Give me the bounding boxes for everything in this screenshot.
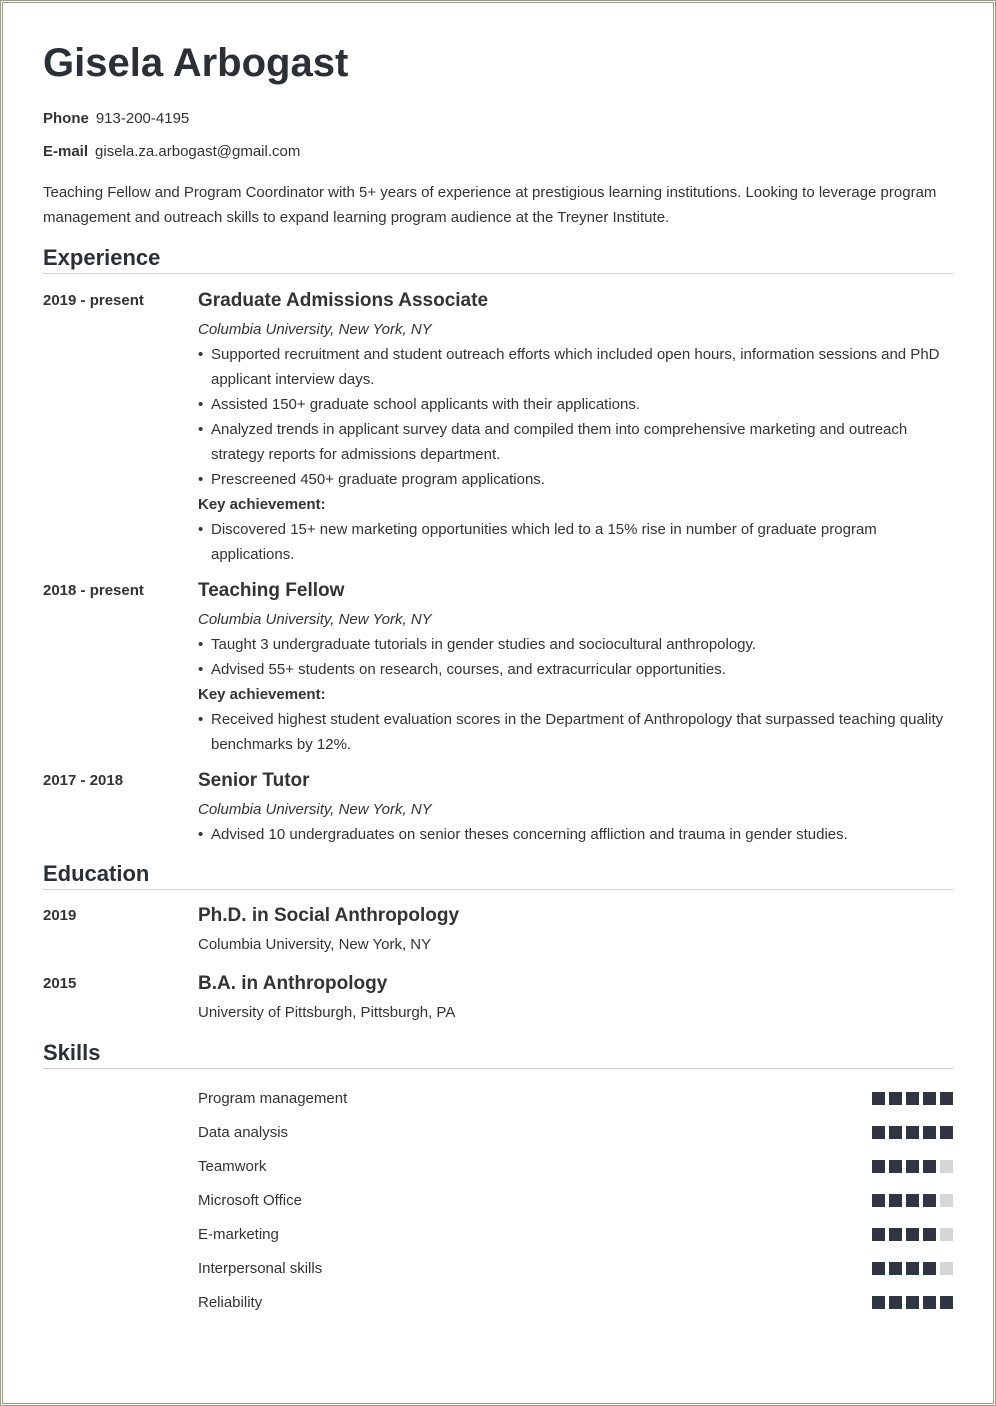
job-bullet: • Analyzed trends in applicant survey data and compiled them into comprehensive marketing and outreach strategy reports for admissions department.: [198, 417, 953, 467]
job-bullet: • Advised 55+ students on research, courses, and extracurricular opportunities.: [198, 657, 953, 682]
job-bullets: [198, 342, 953, 492]
skill-level-filled: [906, 1228, 919, 1241]
skill-level-filled: [923, 1092, 936, 1105]
experience-date: 2019 - present: [43, 292, 144, 309]
skill-level-meter: [872, 1126, 953, 1139]
skill-level-filled: [889, 1228, 902, 1241]
job-title: Teaching Fellow: [198, 580, 345, 601]
job-bullet: • Supported recruitment and student outreach efforts which included open hours, information sessions and PhD applicant interview days.: [198, 342, 953, 392]
skill-level-filled: [923, 1262, 936, 1275]
job-organization: Columbia University, New York, NY: [198, 801, 432, 818]
skill-row: [43, 1115, 953, 1149]
skill-level-filled: [940, 1296, 953, 1309]
skill-name: Interpersonal skills: [198, 1259, 323, 1277]
experience-date: 2017 - 2018: [43, 772, 124, 789]
skill-row: [43, 1217, 953, 1251]
skill-row: [43, 1081, 953, 1115]
school-name: Columbia University, New York, NY: [198, 936, 432, 953]
skill-level-empty: [940, 1160, 953, 1173]
job-bullet: • Advised 10 undergraduates on senior theses concerning affliction and trauma in gender studies.: [198, 822, 953, 847]
job-bullet: • Taught 3 undergraduate tutorials in gender studies and sociocultural anthropology.: [198, 632, 953, 657]
skill-level-meter: [872, 1262, 953, 1275]
skill-level-empty: [940, 1228, 953, 1241]
experience-entry: [43, 768, 953, 847]
skill-level-filled: [923, 1194, 936, 1207]
skill-level-filled: [906, 1194, 919, 1207]
skill-name: Microsoft Office: [198, 1191, 302, 1209]
skill-name: Data analysis: [198, 1123, 289, 1141]
job-bullets: [198, 632, 953, 682]
degree-title: Ph.D. in Social Anthropology: [198, 905, 460, 926]
phone-value: 913-200-4195: [95, 110, 190, 127]
email-value: gisela.za.arbogast@gmail.com: [95, 143, 301, 160]
skill-level-filled: [906, 1092, 919, 1105]
skills-list: [43, 1081, 953, 1319]
skill-level-meter: [872, 1228, 953, 1241]
job-bullet: • Prescreened 450+ graduate program applications.: [198, 467, 953, 492]
experience-entry: [43, 288, 953, 567]
achievement-bullet: • Received highest student evaluation scores in the Department of Anthropology that surpassed teaching quality benchmarks by 12%.: [198, 707, 953, 757]
skill-name: Program management: [198, 1089, 348, 1107]
job-bullets: [198, 822, 953, 847]
skill-level-filled: [872, 1092, 885, 1105]
contact-block: [43, 110, 953, 161]
phone-row: [43, 110, 953, 128]
achievement-bullet: • Discovered 15+ new marketing opportunities which led to a 15% rise in number of graduate program applications.: [198, 517, 953, 567]
candidate-name: Gisela Arbogast: [43, 41, 349, 85]
resume-page: [43, 40, 953, 1319]
skill-level-filled: [872, 1194, 885, 1207]
education-entry: [43, 903, 953, 957]
skill-level-empty: [940, 1262, 953, 1275]
skill-level-filled: [940, 1126, 953, 1139]
summary: Teaching Fellow and Program Coordinator with 5+ years of experience at prestigious learning institutions. Looking to leverage program management and outreach skills to expand learning program audience at the Treyner Institute.: [43, 184, 937, 226]
skill-row: [43, 1183, 953, 1217]
skill-level-filled: [872, 1126, 885, 1139]
job-title: Senior Tutor: [198, 770, 310, 791]
skill-level-filled: [906, 1262, 919, 1275]
skill-level-filled: [889, 1092, 902, 1105]
skill-level-meter: [872, 1194, 953, 1207]
skill-name: Teamwork: [198, 1157, 267, 1175]
skill-name: Reliability: [198, 1293, 263, 1311]
skill-level-filled: [872, 1160, 885, 1173]
achievement-bullets: [198, 517, 953, 567]
skill-level-filled: [923, 1228, 936, 1241]
experience-date: 2018 - present: [43, 582, 144, 599]
skill-level-meter: [872, 1092, 953, 1105]
job-organization: Columbia University, New York, NY: [198, 321, 432, 338]
key-achievement-label: Key achievement:: [198, 686, 326, 703]
experience-body: [198, 288, 953, 567]
skill-level-filled: [889, 1296, 902, 1309]
job-title: Graduate Admissions Associate: [198, 290, 489, 311]
phone-label: Phone: [43, 110, 89, 127]
school-name: University of Pittsburgh, Pittsburgh, PA: [198, 1004, 456, 1021]
experience-section: [43, 244, 953, 847]
skill-level-meter: [872, 1160, 953, 1173]
skill-level-filled: [889, 1126, 902, 1139]
skill-level-filled: [889, 1262, 902, 1275]
skill-level-filled: [906, 1296, 919, 1309]
skill-level-filled: [923, 1160, 936, 1173]
key-achievement-label: Key achievement:: [198, 496, 326, 513]
education-body: [198, 903, 953, 957]
education-section: [43, 860, 953, 1025]
skill-level-filled: [872, 1296, 885, 1309]
skill-level-filled: [923, 1296, 936, 1309]
experience-body: [198, 578, 953, 757]
experience-body: [198, 768, 953, 847]
skill-row: [43, 1251, 953, 1285]
skill-name: E-marketing: [198, 1225, 279, 1243]
experience-entry: [43, 578, 953, 757]
achievement-bullets: [198, 707, 953, 757]
education-body: [198, 971, 953, 1025]
job-organization: Columbia University, New York, NY: [198, 611, 432, 628]
education-entry: [43, 971, 953, 1025]
skill-row: [43, 1149, 953, 1183]
skill-level-filled: [872, 1262, 885, 1275]
education-date: 2015: [43, 975, 77, 992]
experience-list: [43, 288, 953, 847]
skills-heading: Skills: [43, 1039, 953, 1069]
education-list: [43, 903, 953, 1025]
skill-level-filled: [940, 1092, 953, 1105]
skill-level-filled: [872, 1228, 885, 1241]
skills-section: [43, 1039, 953, 1319]
skill-row: [43, 1285, 953, 1319]
job-bullet: • Assisted 150+ graduate school applicants with their applications.: [198, 392, 953, 417]
education-heading: Education: [43, 860, 953, 890]
skill-level-filled: [923, 1126, 936, 1139]
email-label: E-mail: [43, 143, 89, 160]
experience-heading: Experience: [43, 244, 953, 274]
degree-title: B.A. in Anthropology: [198, 973, 388, 994]
skill-level-filled: [906, 1126, 919, 1139]
skill-level-empty: [940, 1194, 953, 1207]
skill-level-filled: [889, 1194, 902, 1207]
skill-level-meter: [872, 1296, 953, 1309]
skill-level-filled: [906, 1160, 919, 1173]
skill-level-filled: [889, 1160, 902, 1173]
email-row: [43, 143, 953, 161]
education-date: 2019: [43, 907, 77, 924]
